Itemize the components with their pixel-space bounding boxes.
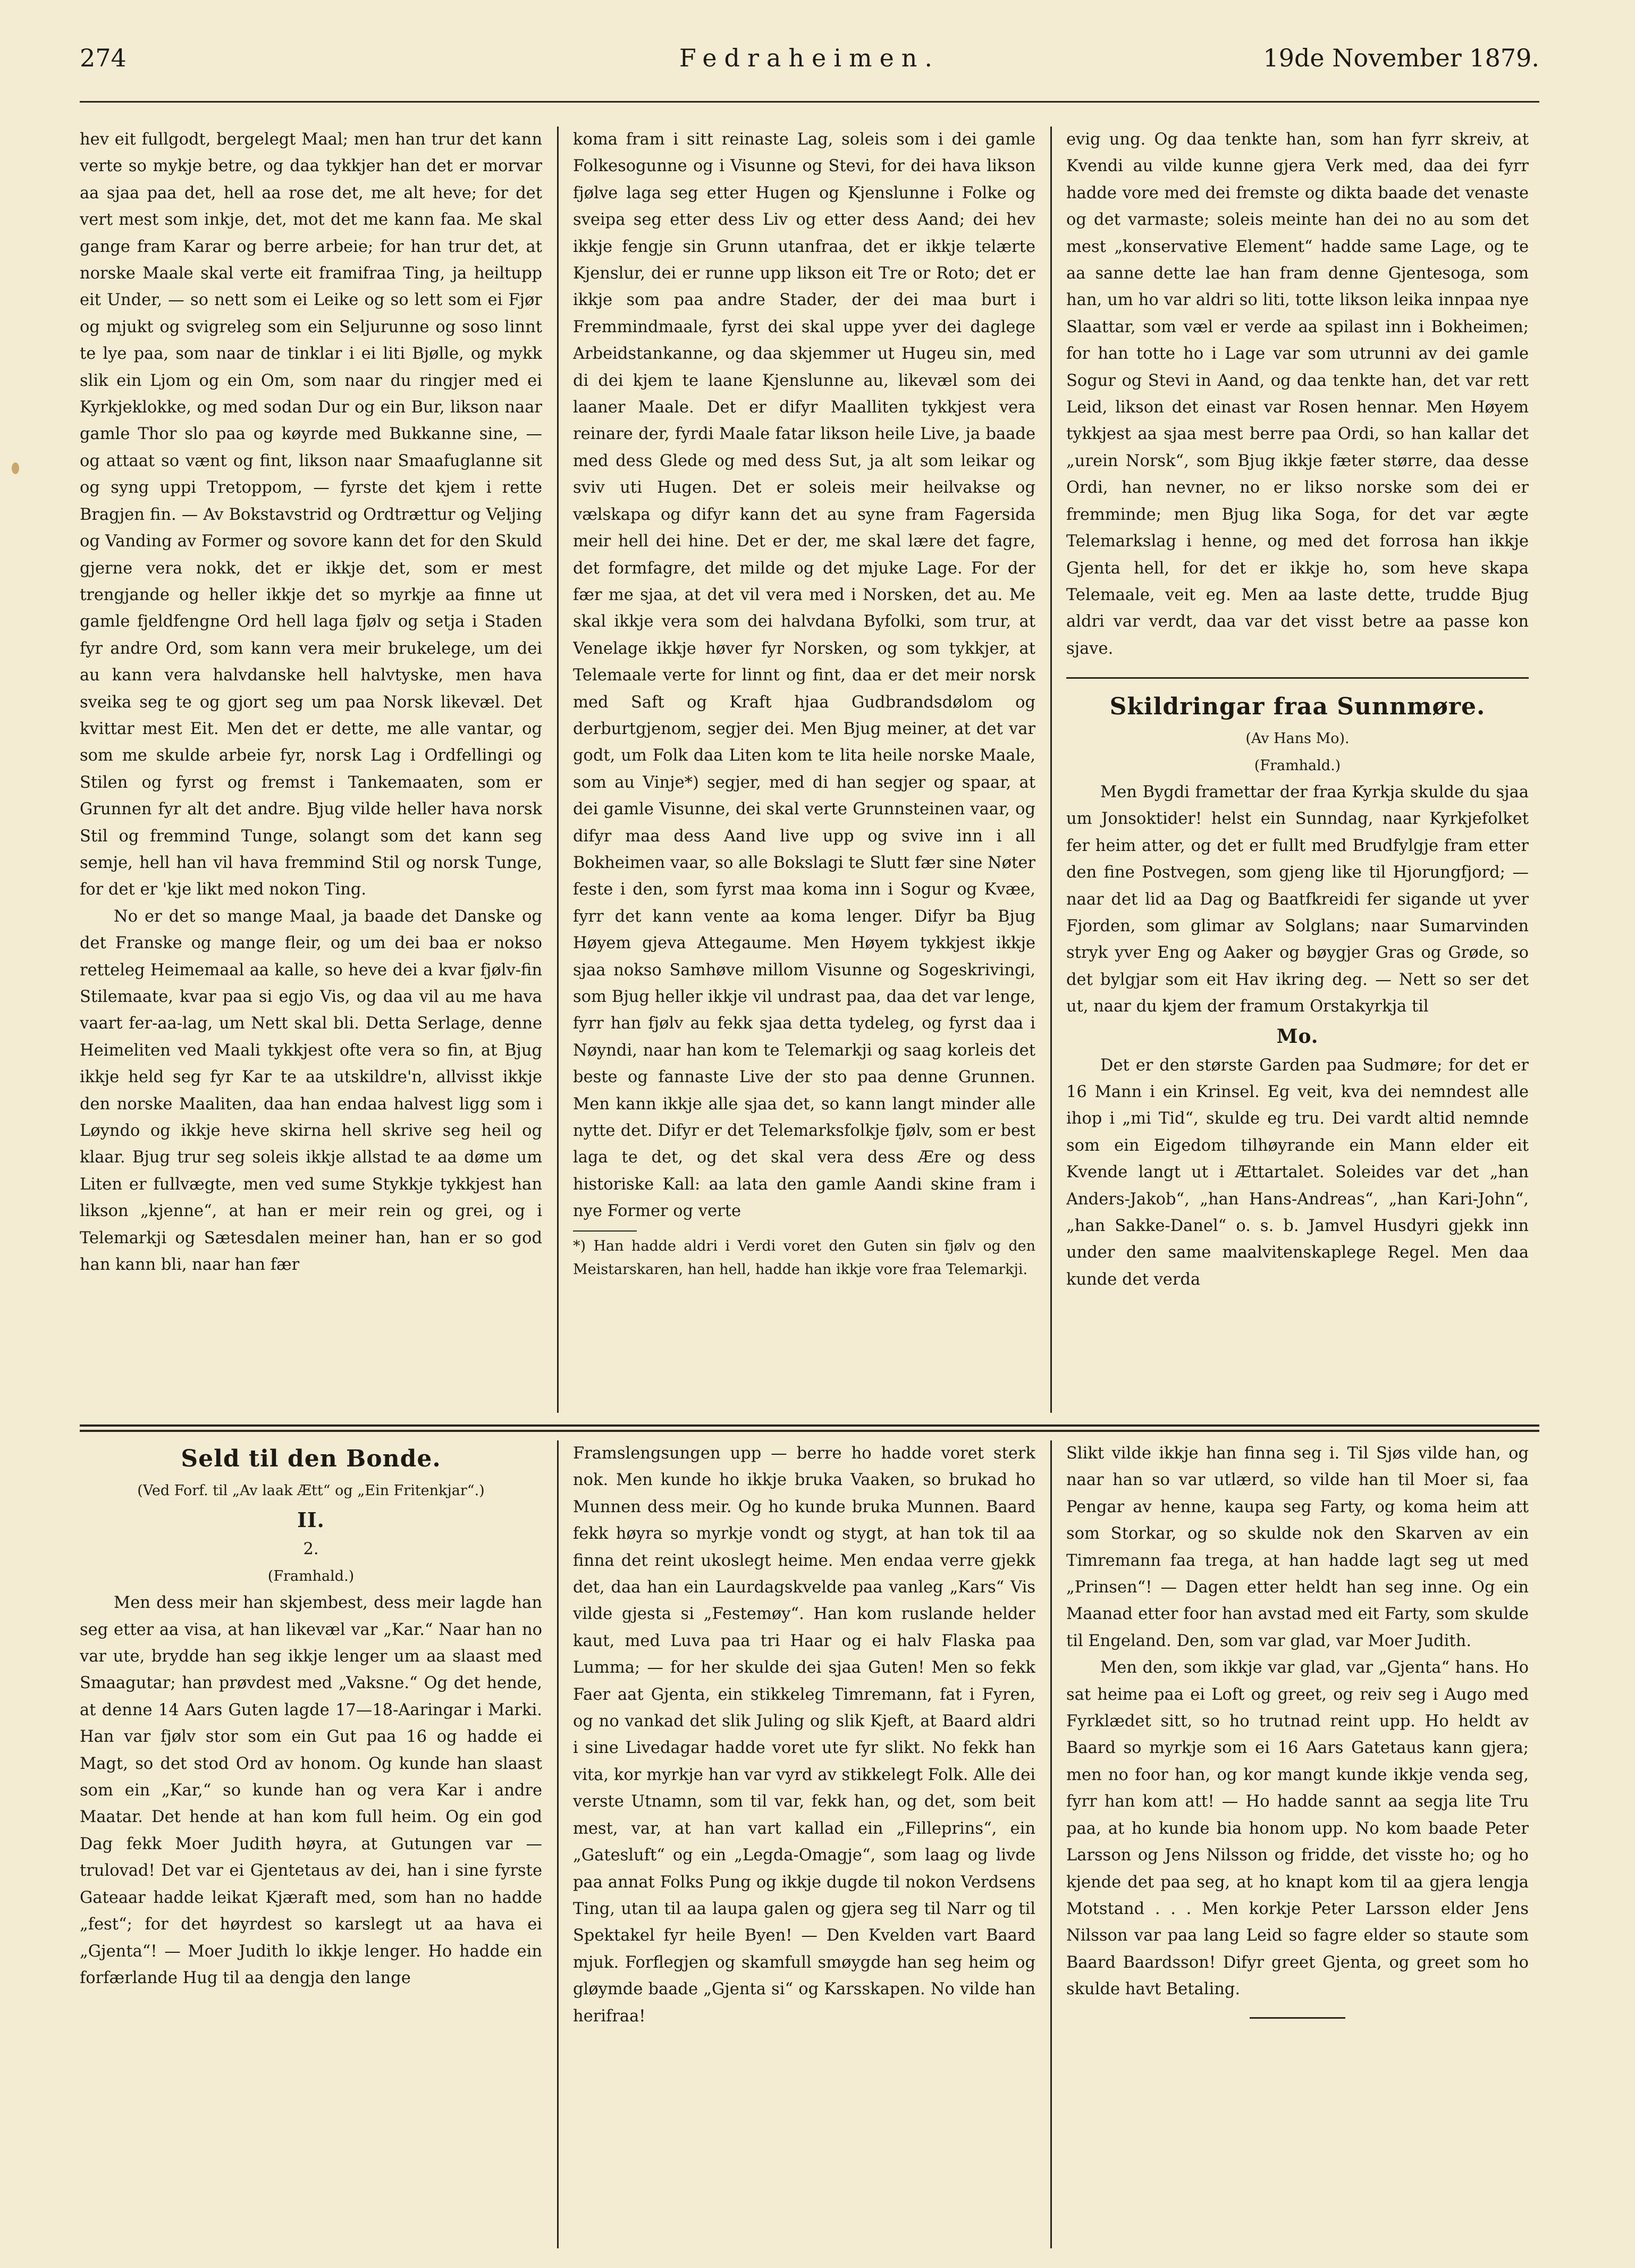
serial-byline: (Ved Forf. til „Av laak Ætt“ og „Ein Fritenkjar“.) [137, 1482, 485, 1499]
bottom-column-3 [1066, 1440, 1529, 2248]
paper-stain [12, 462, 19, 474]
article-paragraph: Men den, som ikkje var glad, var „Gjenta“ hans. Ho sat heime paa ei Loft og greet, og reiv seg i Augo med Fyrklædet sitt, so ho trutnad reint upp. Ho heldt av Baard so myrkje som ei 16 Aars Gatetaus kann gjera; men no foor han, og kor mangt kunde ikkje venda seg, fyrr han kom att! — Ho hadde sannt aa segja lite Tru paa, at ho kunde bia honom upp. No kom baade Peter Larsson og Jens Nilsson og fridde, det visste ho; og ho kjende det paa seg, at ho knapt kom til aa gjera lengja Motstand . . . Men korkje Peter Larsson elder Jens Nilsson var paa lang Leid so fagre elder so staute som Baard Baardsson! Difyr greet Gjenta, og greet som ho skulde havt Betaling. [1066, 1658, 1529, 1999]
article-paragraph: hev eit fullgodt, bergelegt Maal; men han trur det kann verte so mykje betre, og daa tykkjer han det er morvar aa sjaa paa det, hell aa rose det, me alt heve; for det vert mest som inkje, det, mot det me kann faa. Me skal gange fram Karar og berre arbeie; for han trur det, at norske Maale skal verte eit framifraa Ting, ja heiltupp eit Under, — so nett som ei Leike og so lett som ei Fjør og mjukt og svigreleg som ein Seljurunne og soso linnt te lye paa, som naar de tinklar i ei liti Bjølle, og mykk slik ein Ljom og ein Om, som naar du ringjer med ei Kyrkjeklokke, og med sodan Dur og ein Bur, likson naar gamle Thor slo paa og køyrde med Bukkanne sine, — og attaat so vænt og fint, likson naar Smaafuglanne sit og syng uppi Tretoppom, — fyrste det kjem i rette Bragjen fin. — Av Bokstavstrid og Ordtrættur og Veljing og Vanding av Former og sovore kann det for den Skuld gjerne vera nokk, det er ikkje det, som er mest trengjande og heller ikkje det so myrkje aa finne ut gamle fjeldfengne Ord hell laga fjølv og setja i Staden fyr andre Ord, som kann vera meir brukelege, um dei au kann vera halvdanske hell halvtyske, men hava sveika seg te og gjort seg um paa Norsk likevæl. Det kvittar mest Eit. Men det er dette, me alle vantar, og som me skulde arbeie fyr, norsk Lag i Ordfellingi og Stilen og fyrst og fremst i Tankemaaten, som er Grunnen fyr alt det andre. Bjug vilde heller hava norsk Stil og fremmind Tunge, solangt som det kann seg semje, hell han vil hava fremmind Stil og norsk Tunge, for det er 'kje likt med nokon Ting. [80, 130, 542, 899]
column-rule [557, 1440, 559, 2248]
section-heading: Mo. [1276, 1025, 1319, 1048]
article-paragraph: Framslengsungen upp — berre ho hadde voret sterk nok. Men kunde ho ikkje bruka Vaaken, so brukad ho Munnen dess meir. Og ho kunde bruka Munnen. Baard fekk høyra so myrkje vondt og stygt, at han tok til aa finna det reint ukoslegt heime. Men endaa verre gjekk det, daa han ein Laurdagskvelde paa vanleg „Kars“ Vis vilde gjesta si „Festemøy“. Han kom ruslande helder kaut, med Luva paa tri Haar og ei halv Flaska paa Lumma; — for her skulde dei sjaa Guten! Men so fekk Faer aat Gjenta, ein stikkeleg Timremann, fat i Fyren, og no vankad det slik Juling og slik Kjeft, at Baard aldri i sine Livedagar hadde voret ute fyr slikt. No fekk han vita, kor myrkje han var vyrd av stikkelegt Folk. Alle dei verste Utnamn, som til var, fekk han, og det, som beit mest, var, at han vart kallad ein „Filleprins“, ein „Gatesluft“ og ein „Legda-Omagje“, som laag og livde paa annat Folks Pung og ikkje dugde til nokon Verdsens Ting, utan til aa laupa galen og gjera seg til Narr og til Spektakel fyr heile Byen! — Den Kvelden vart Baard mjuk. Forflegjen og skamfull smøygde han seg heim og gløymde baade „Gjenta si“ og Karsskapen. No vilde han herifraa! [573, 1444, 1035, 2026]
page-number: 274 [80, 44, 127, 72]
footnote: *) Han hadde aldri i Verdi voret den Guten sin fjølv og den Meistarskaren, han hell, hadde han ikkje vore fraa Telemarkji. [573, 1237, 1035, 1278]
article-paragraph: Men Bygdi framettar der fraa Kyrkja skulde du sjaa um Jonsoktider! helst ein Sunndag, naar Kyrkjefolket fer heim atter, og det er fullt med Brudfylgje fram etter den fine Postvegen, som gjeng like til Hjorungfjord; — naar det lid aa Dag og Baatfkreidi fer sigande ut yver Fjorden, som glimar av Solglans; naar Sumarvinden stryk yver Eng og Aaker og bøygjer Gras og Grøde, so det bylgjar som eit Hav ikring deg. — Nett so ser det ut, naar du kjem der framum Orstakyrkja til [1066, 782, 1529, 1016]
serial-chapter: 2. [303, 1540, 319, 1559]
article-divider [1066, 677, 1529, 679]
article-paragraph: Det er den største Garden paa Sudmøre; for det er 16 Mann i ein Krinsel. Eg veit, kva dei nemndest alle ihop i „mi Tid“, skulde eg tru. Dei vardt altid nemnde som ein Eigedom tilhøyrande ein Mann elder eit Kvende langt ut i Ættartalet. Soleides var det „han Anders-Jakob“, „han Hans-Andreas“, „han Kari-John“, „han Sakke-Danel“ o. s. b. Jamvel Husdyri gjekk inn under den same maalvitenskaplege Regel. Men daa kunde det verda [1066, 1056, 1529, 1289]
bottom-column-1 [80, 1440, 542, 2248]
article-paragraph: No er det so mange Maal, ja baade det Danske og det Franske og mange fleir, og um dei baa er nokso retteleg Heimemaal aa kalle, so heve dei a kvar fjølv-fin Stilemaate, kvar paa si egjo Vis, og daa vil au me hava vaart fer-aa-lag, um Nett skal bli. Detta Serlage, denne Heimeliten ved Maali tykkjest ofte vera so fin, at Bjug ikkje held seg fyr Kar te aa utskildre'n, allvisst ikkje den norske Maaliten, daa han endaa halvest ligg som i Løyndo og ikkje heve skirna hell skrive seg heil og klaar. Bjug trur seg soleis ikkje allstad te aa døme um Liten er fullvægte, men ved sume Stykkje tykkjest han likson „kjenne“, at han er meir rein og grei, og i Telemarkji og Sætesdalen meiner han, han er so god han kann bli, naar han fær [80, 907, 542, 1275]
footnote-rule [573, 1230, 637, 1232]
article-author: (Av Hans Mo). [1245, 730, 1350, 747]
top-column-2 [573, 127, 1035, 1413]
page-header [80, 44, 1539, 81]
article-paragraph: koma fram i sitt reinaste Lag, soleis som i dei gamle Folkesogunne og i Visunne og Stevi, for dei hava likson fjølve laga seg etter Hugen og Kjenslunne i Folke og sveipa seg etter dess Liv og etter dess Aand; dei hev ikkje fengje sin Grunn utanfraa, det er ikkje telærte Kjenslur, dei er runne upp likson eit Tre or Roto; det er ikkje som paa andre Stader, der dei maa burt i Fremmindmaale, fyrst dei skal uppe yver dei daglege Arbeidstankanne, og daa skjemmer ut Hugeu sin, med di dei kjem te laane Kjenslunne au, likevæl som dei laaner Maale. Det er difyr Maalliten tykkjest vera reinare der, fyrdi Maale fatar likson heile Live, ja baade med dess Glede og med dess Sut, ja alt som leikar og sviv uti Hugen. Det er soleis meir heilvakse og vælskapa og difyr kann det au syne fram Fagersida meir hell dei hine. Det er der, me skal lære det fagre, det formfagre, det milde og det mjuke Lage. For der fær me sjaa, at det vil vera med i Norsken, det au. Me skal ikkje vera som dei halvdana Byfolki, som trur, at Venelage ikkje høver fyr Norsken, og som tykkjer, at Telemaale verte for linnt og fint, daa er det meir norsk med Saft og Kraft hjaa Gudbrandsdølom og derburtgjenom, segjer dei. Men Bjug meiner, at det var godt, um Folk daa Liten kom te lita heile norske Maale, som au Vinje*) segjer, med di han segjer og spaar, at dei gamle Visunne, dei skal verte Grunnsteinen vaar, og difyr maa dess Aand live upp og svive inn i all Bokheimen vaar, so alle Bokslagi te Slutt fær sine Nøter feste i den, som fyrst maa koma inn i Sogur og Kvæe, fyrr det kann vente aa koma lenger. Difyr ba Bjug Høyem gjeva Attegaume. Men Høyem tykkjest ikkje sjaa nokso Samhøve millom Visunne og Sogeskrivingi, som Bjug heller ikkje vil undrast paa, daa det var lenge, fyrr han fjølv au fekk sjaa detta tydeleg, og fyrst daa i Nøyndi, naar han kom te Telemarkji og saag korleis det beste og fannaste Live der sto paa denne Grunnen. Men kann ikkje alle sjaa det, so kann langt minder alle nytte det. Difyr er det Telemarksfolkje fjølv, som er best laga te det, og det skal vera dess Ære og dess historiske Kall: aa lata den gamle Aandi skine fram i nye Former og verte [573, 130, 1035, 1221]
column-rule [557, 127, 559, 1413]
column-rule [1050, 1440, 1052, 2248]
serial-part: II. [297, 1508, 325, 1532]
article-paragraph: Men dess meir han skjembest, dess meir lagde han seg etter aa visa, at han likevæl var „Kar.“ Naar han no var ute, brydde han seg ikkje lenger um aa slaast med Smaagutar; han prøvdest med „Vaksne.“ Og det hende, at denne 14 Aars Guten lagde 17—18-Aaringar i Marki. Han var fjølv stor som ein Gut paa 16 og hadde ei Magt, so det stod Ord av honom. Og kunde han slaast som ein „Kar,“ so kunde han og vera Kar i andre Maatar. Det hende at han kom full heim. Og ein god Dag fekk Moer Judith høyra, at Gutungen var — trulovad! Det var ei Gjentetaus av dei, han i sine fyrste Gateaar hadde leikat Kjæraft med, som han no hadde „fest“; for det høyrdest so karslegt ut aa hava ei „Gjenta“! — Moer Judith lo ikkje lenger. Ho hadde ein forfærlande Hug til aa dengja den lange [80, 1593, 542, 1987]
issue-date: 19de November 1879. [1263, 44, 1539, 72]
serial-title: Seld til den Bonde. [181, 1445, 441, 1472]
section-double-rule [80, 1424, 1539, 1432]
article-paragraph: evig ung. Og daa tenkte han, som han fyrr skreiv, at Kvendi au vilde kunne gjera Verk med, daa dei fyrr hadde vore med dei fremste og dikta baade det venaste og det varmaste; soleis meinte han dei no au som det mest „konservative Element“ hadde same Lage, og te aa sanne dette lae han fram denne Gjentesoga, som han, um ho var aldri so liti, totte likson leika innpaa nye Slaattar, som væl er verde aa spilast inn i Bokheimen; for han totte ho i Lage var som utrunni av dei gamle Sogur og Stevi in Aand, og daa tenkte han, det var rett Leid, likson det einast var Rosen hennar. Men Høyem tykkjest aa sjaa mest berre paa Ordi, so han kallar det „urein Norsk“, som Bjug ikkje fæter større, daa desse Ordi, han nevner, no er likso norske som dei er fremminde; men Bjug lika Soga, for det var ægte Telemarkslag i henne, og med det forrosa han ikkje Gjenta hell, for det er ikkje ho, som heve skapa Telemaale, veit eg. Men aa laste dette, trudde Bjug aldri var verdt, daa var det visst betre aa passe kon sjave. [1066, 130, 1529, 658]
article-paragraph: Slikt vilde ikkje han finna seg i. Til Sjøs vilde han, og naar han so var utlærd, so vilde han til Moer si, faa Pengar av henne, kaupa seg Farty, og koma heim att som Storkar, og so skulde nok den Skarven av ein Timremann faa trega, at han hadde lagt seg ut med „Prinsen“! — Dagen etter heldt han seg inne. Og ein Maanad etter foor han avstad med eit Farty, som skulde til Engeland. Den, som var glad, var Moer Judith. [1066, 1444, 1529, 1650]
top-column-3 [1066, 127, 1529, 1413]
article-title: Skildringar fraa Sunnmøre. [1109, 693, 1486, 721]
top-column-1 [80, 127, 542, 1413]
serial-continued: (Framhald.) [267, 1567, 355, 1584]
end-rule [1250, 2017, 1345, 2019]
masthead-title: Fedraheimen. [679, 44, 940, 72]
article-continued: (Framhald.) [1254, 757, 1341, 774]
bottom-column-2 [573, 1440, 1035, 2248]
column-rule [1050, 127, 1052, 1413]
header-rule [80, 101, 1539, 103]
